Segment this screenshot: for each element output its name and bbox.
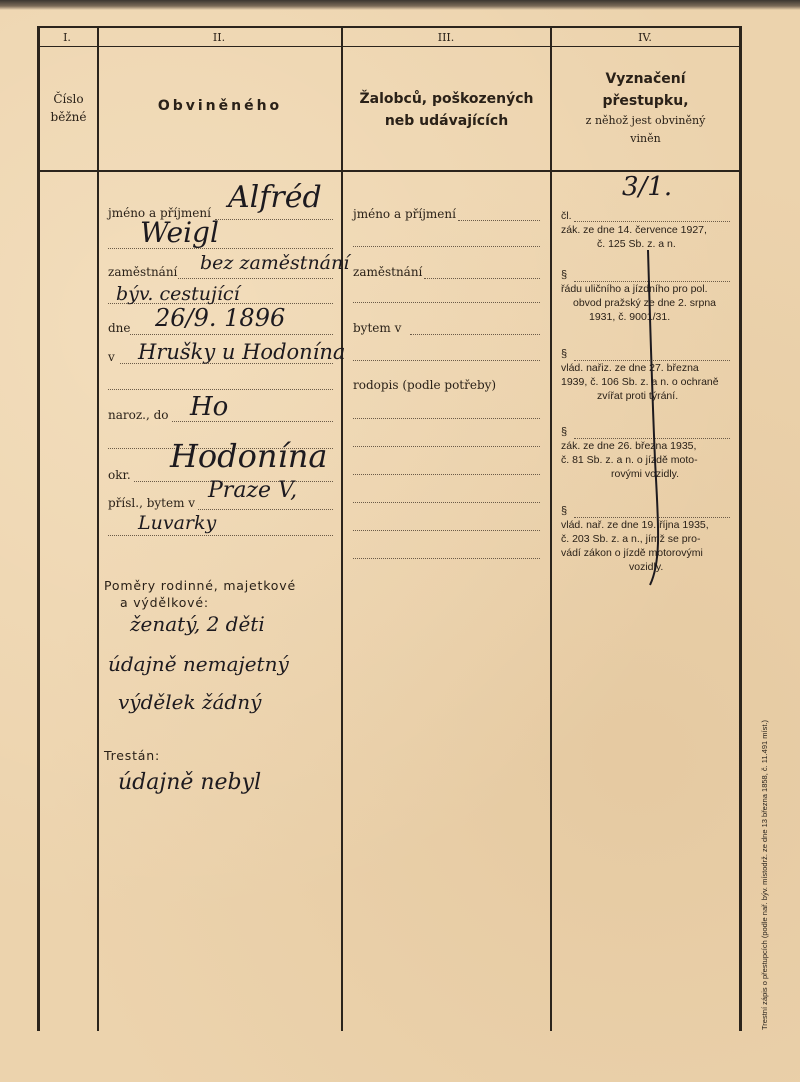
col1-divider xyxy=(97,26,99,1031)
offence-clause-4: § zák. ze dne 26. března 1935, č. 81 Sb. z. a n. o jízdě moto- rovými vozidly. xyxy=(561,426,698,480)
accused-born-label: naroz., do xyxy=(108,408,169,422)
accused-birth-place: Hrušky u Hodonína xyxy=(138,340,346,364)
accused-surname: Weigl xyxy=(140,216,219,249)
complainant-line-4 xyxy=(353,302,540,303)
accused-occupation-2: býv. cestující xyxy=(116,283,240,305)
col2-numeral: II. xyxy=(212,31,226,44)
accused-convicted-label: Trestán: xyxy=(104,748,160,763)
accused-date-label: dne xyxy=(108,321,131,335)
complainant-occupation-label: zaměstnání xyxy=(353,265,423,279)
accused-district-label: okr. xyxy=(108,468,131,482)
complainant-line-9 xyxy=(353,446,540,447)
table-right-border xyxy=(739,26,742,1031)
accused-district: Hodonína xyxy=(170,437,328,475)
accused-occupation: bez zaměstnání xyxy=(200,252,350,274)
table-top-border xyxy=(37,26,742,28)
form-footer-note: Trestní zápis o přestupcích (podle nař. býv. místodrž. ze dne 13 března 1858, č. 11.491 míst.) xyxy=(760,719,769,1030)
complainant-name-label: jméno a příjmení xyxy=(353,207,456,221)
col3-divider xyxy=(550,26,552,1031)
offence-mark: 3/1. xyxy=(622,172,673,202)
accused-place-line-2 xyxy=(108,389,333,390)
accused-date-line xyxy=(130,334,333,335)
col2-divider xyxy=(341,26,343,1031)
accused-family-2: údajně nemajetný xyxy=(108,652,289,676)
numeral-row-divider xyxy=(37,46,742,47)
accused-residence-2: Luvarky xyxy=(138,512,217,534)
offence-clause-5: § vlád. nař. ze dne 19. října 1935, č. 203 Sb. z. a n., jímž se pro- vádí zákon o jízdě motorovými vozidly. xyxy=(561,505,709,573)
accused-name-label: jméno a příjmení xyxy=(108,206,211,220)
complainant-line-6 xyxy=(353,360,540,361)
col3-header: Žalobců, poškozených neb udávajících xyxy=(359,91,534,129)
accused-convicted: údajně nebyl xyxy=(118,770,262,795)
offence-clause-2: § řádu uličního a jízdního pro pol. obvod pražský ze dne 2. srpna 1931, č. 9001/31. xyxy=(561,269,717,323)
accused-residence: Praze V, xyxy=(208,478,298,503)
accused-belonging-label: přísl., bytem v xyxy=(108,496,196,510)
complainant-rodopis-label: rodopis (podle potřeby) xyxy=(353,378,497,392)
accused-family-label: Poměry rodinné, majetkové a výdělkové: xyxy=(104,578,296,610)
accused-belonging-line-2 xyxy=(108,535,333,536)
accused-family-1: ženatý, 2 děti xyxy=(130,612,265,636)
complainant-line-11 xyxy=(353,502,540,503)
offence-clause-3: § vlád. nařiz. ze dne 27. března 1939, č. 106 Sb. z. a n. o ochraně zvířat proti týrání. xyxy=(561,348,719,402)
offence-clause-1-line xyxy=(574,221,730,222)
accused-family-3: výdělek žádný xyxy=(118,690,262,714)
col4-header: Vyznačení přestupku, z něhož jest obviněný viněn xyxy=(585,71,706,145)
accused-belonging-line xyxy=(198,509,333,510)
complainant-line-8 xyxy=(353,418,540,419)
accused-name-line xyxy=(215,219,333,220)
offence-clause-1: čl. zák. ze dne 14. července 1927, č. 125 Sb. z. a n. xyxy=(561,210,707,250)
accused-occupation-label: zaměstnání xyxy=(108,265,178,279)
table-left-border xyxy=(37,26,40,1031)
col4-numeral: IV. xyxy=(638,31,652,44)
accused-birth-date: 26/9. 1896 xyxy=(155,304,286,332)
complainant-line-13 xyxy=(353,558,540,559)
accused-occupation-line xyxy=(178,278,333,279)
complainant-residence-label: bytem v xyxy=(353,321,402,335)
col3-numeral: III. xyxy=(437,31,455,44)
complainant-line-2 xyxy=(353,246,540,247)
complainant-name-line xyxy=(458,220,540,221)
complainant-residence-line xyxy=(410,334,540,335)
complainant-line-12 xyxy=(353,530,540,531)
col2-header: Obviněného xyxy=(157,98,283,114)
accused-born-to: Ho xyxy=(190,392,229,422)
handwritten-stroke xyxy=(600,240,700,600)
complainant-line-10 xyxy=(353,474,540,475)
col1-numeral: I. xyxy=(63,31,71,44)
complainant-occupation-line xyxy=(424,278,540,279)
accused-first-name: Alfréd xyxy=(228,180,322,215)
accused-place-label: v xyxy=(108,350,115,364)
scan-shadow xyxy=(0,0,800,10)
col1-header: Číslo běžné xyxy=(50,92,87,124)
